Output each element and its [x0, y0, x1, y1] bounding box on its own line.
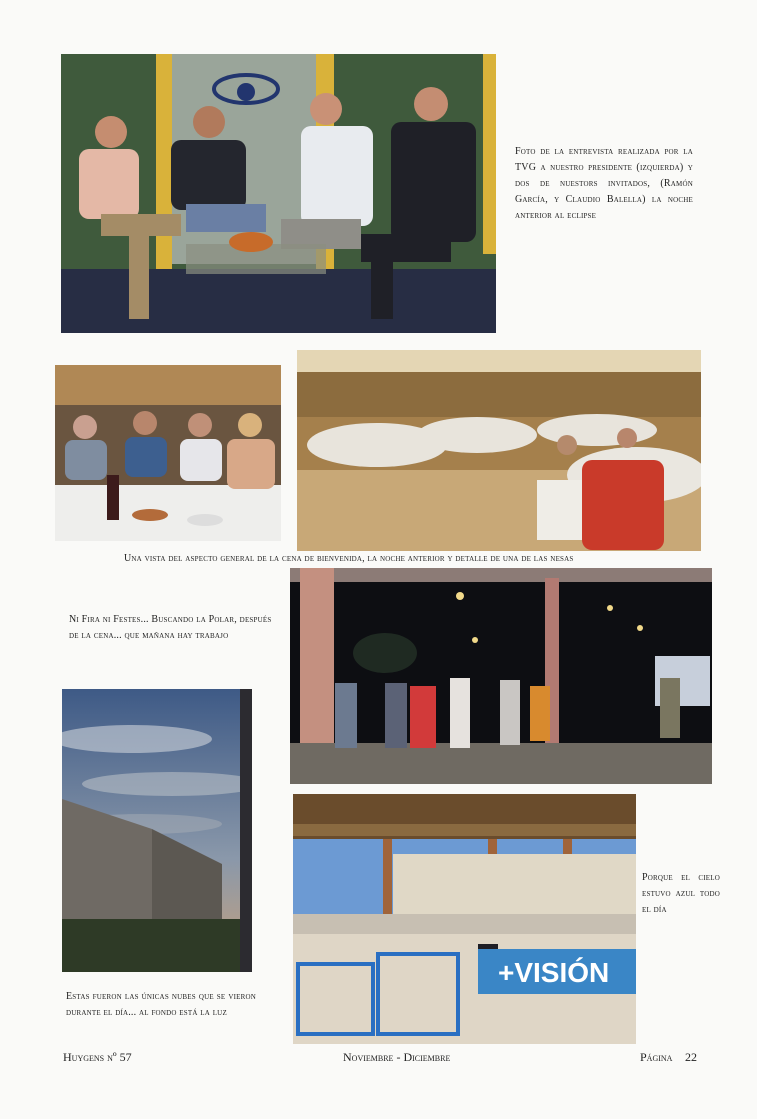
night-terrace-photo: [290, 568, 712, 784]
footer-page-label: Página: [640, 1050, 673, 1064]
polar-caption: Ni Fira ni Festes... Buscando la Polar, después de la cena... que mañana hay trabajo: [69, 614, 272, 641]
dinner-caption: Una vista del aspecto general de la cena de bienvenida, la noche anterior y detalle de una de las nesas: [124, 553, 574, 564]
clouds-caption: Estas fueron las únicas nubes que se vieron durante el día... al fondo está la luz: [66, 991, 256, 1018]
footer-magazine-issue: Huygens nº 57: [63, 1050, 132, 1064]
vision-banner-text: +VISIÓN: [498, 957, 610, 988]
dinner-hall-photo: [297, 350, 701, 551]
sky-caption: [642, 870, 720, 918]
footer-page-number: 22: [685, 1050, 697, 1064]
clouds-city-photo: [62, 689, 252, 972]
interview-photo: [61, 54, 496, 333]
dinner-table-photo: [55, 365, 281, 541]
sky-caption-text: Porque el cielo estuvo azul todo el día: [642, 872, 720, 915]
footer-date: Noviembre - Diciembre: [343, 1050, 451, 1064]
sunny-day-photo: [293, 794, 636, 1044]
interview-caption: Foto de la entrevista realizada por la TVG a nuestro presidente (izquierda) y dos de nuestors invitados, (Ramón García, y Claudio Balella) la noche anterior al eclipse: [515, 146, 693, 221]
